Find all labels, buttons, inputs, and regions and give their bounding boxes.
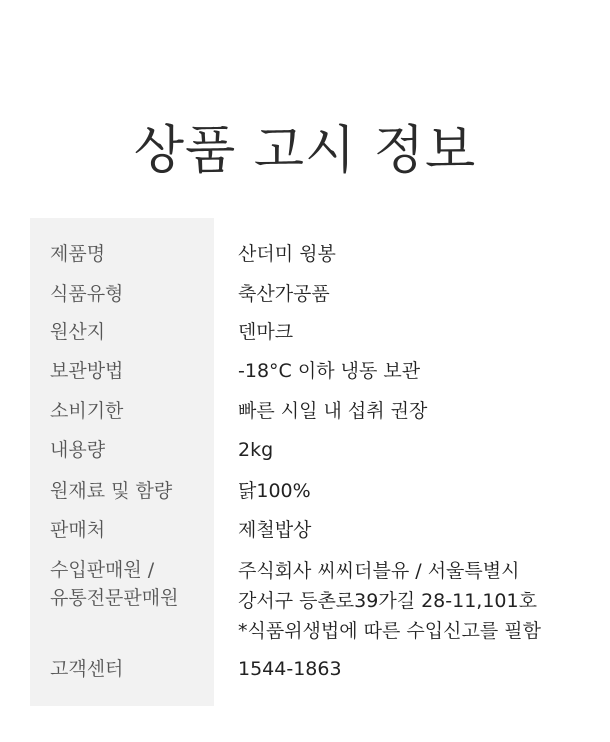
row-value: 빠른 시일 내 섭취 권장 [238,400,428,422]
row-value: 2kg [238,439,274,461]
row-label: 제품명 [50,243,106,265]
row-value: 제철밥상 [238,519,312,541]
row-label: 원재료 및 함량 [50,480,173,502]
row-label: 수입판매원 / 유통전문판매원 [50,559,179,609]
row-value: 산더미 윙봉 [238,243,336,265]
row-label: 보관방법 [50,360,124,382]
row-label: 고객센터 [50,658,124,680]
page-title: 상품 고시 정보 [133,121,477,181]
row-value: 축산가공품 [238,283,330,305]
row-value: 닭100% [238,480,311,502]
row-value: 덴마크 [238,321,294,343]
row-value: 1544-1863 [238,658,342,680]
row-label: 판매처 [50,519,106,541]
row-value: -18°C 이하 냉동 보관 [238,360,421,382]
row-label: 내용량 [50,439,106,461]
row-label: 식품유형 [50,283,124,305]
row-value: 주식회사 씨씨더블유 / 서울특별시 강서구 등촌로39가길 28-11,101호 *식품위생법에 따른 수입신고를 필함 [238,560,541,642]
row-label: 소비기한 [50,400,124,422]
row-label: 원산지 [50,321,106,343]
